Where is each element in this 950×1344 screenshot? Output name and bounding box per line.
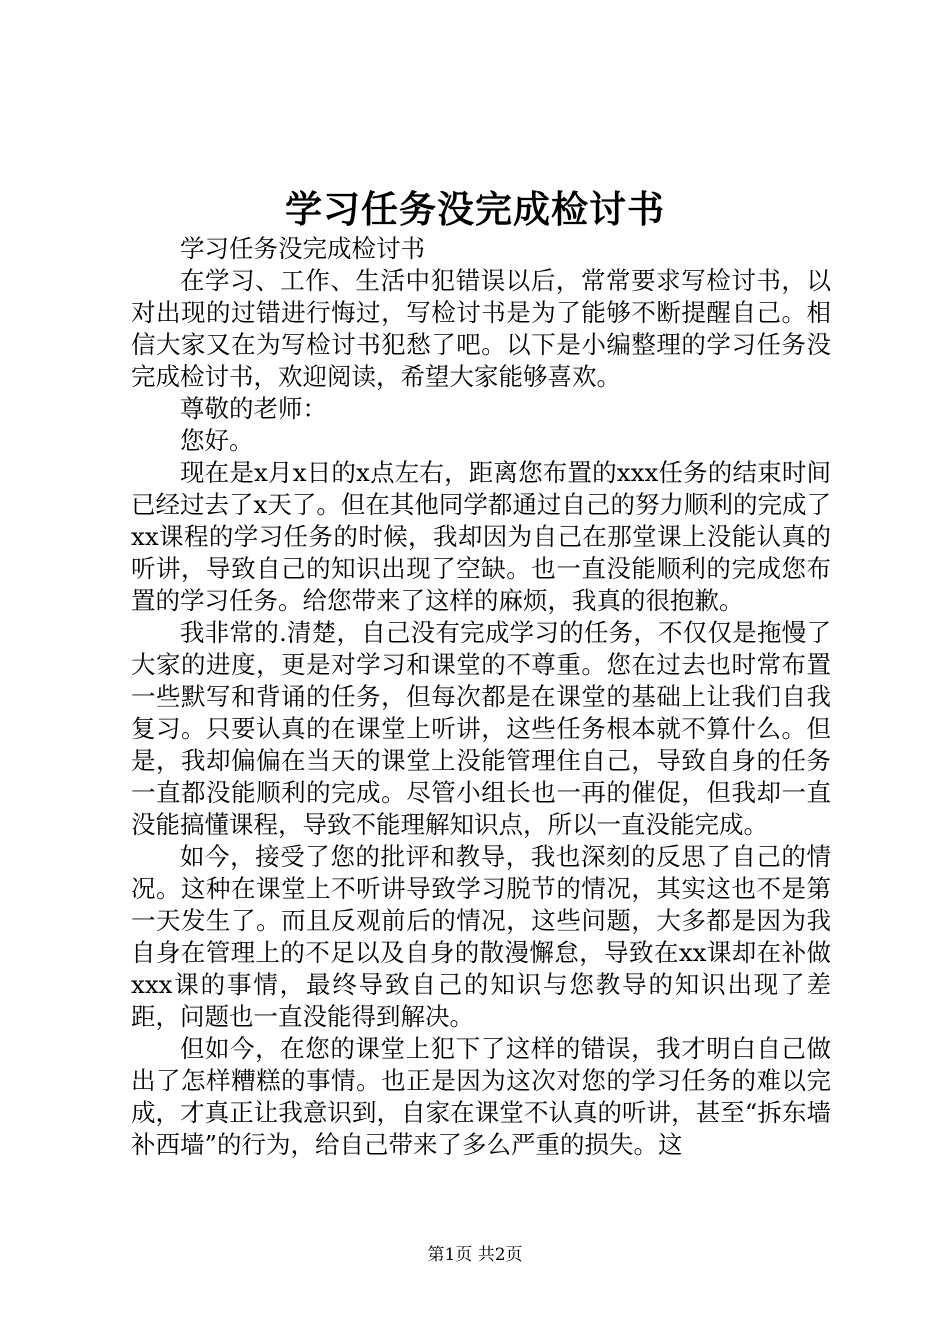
paragraph-body: 但如今，在您的课堂上犯下了这样的错误，我才明白自己做出了怎样糟糕的事情。也正是因为这次对您的学习任务的难以完成，才真正让我意识到，自家在课堂不认真的听讲，甚至“拆东墙补西墙”的行为，给自己带来了多么严重的损失。这 [131, 1034, 831, 1159]
document-body [131, 233, 831, 1161]
paragraph-body: 现在是x月x日的x点左右，距离您布置的xxx任务的结束时间已经过去了x天了。但在其他同学都通过自己的努力顺利的完成了xx课程的学习任务的时候，我却因为自己在那堂课上没能认真的听讲，导致自己的知识出现了空缺。也一直没能顺利的完成您布置的学习任务。给您带来了这样的麻烦，我真的很抱歉。 [131, 458, 831, 615]
paragraph-greeting: 您好。 [180, 426, 254, 455]
paragraph-body: 我非常的.清楚，自己没有完成学习的任务，不仅仅是拖慢了大家的进度，更是对学习和课堂的不尊重。您在过去也时常布置一些默写和背诵的任务，但每次都是在课堂的基础上让我们自我复习。只要认真的在课堂上听讲，这些任务根本就不算什么。但是，我却偏偏在当天的课堂上没能管理住自己，导致自身的任务一直都没能顺利的完成。尽管小组长也一再的催促，但我却一直没能搞懂课程，导致不能理解知识点，所以一直没能完成。 [131, 618, 831, 839]
page-number-footer: 第1页 共2页 [427, 1245, 523, 1265]
paragraph-body: 如今，接受了您的批评和教导，我也深刻的反思了自己的情况。这种在课堂上不听讲导致学习脱节的情况，其实这也不是第一天发生了。而且反观前后的情况，这些问题，大多都是因为我自身在管理上的不足以及自身的散漫懈怠，导致在xx课却在补做xxx课的事情，最终导致自己的知识与您教导的知识出现了差距，问题也一直没能得到解决。 [131, 842, 831, 1031]
document-title: 学习任务没完成检讨书 [285, 187, 665, 231]
paragraph-intro: 在学习、工作、生活中犯错误以后，常常要求写检讨书，以对出现的过错进行悔过，写检讨书是为了能够不断提醒自己。相信大家又在为写检讨书犯愁了吧。以下是小编整理的学习任务没完成检讨书，欢迎阅读，希望大家能够喜欢。 [131, 266, 831, 391]
paragraph-salutation: 尊敬的老师： [180, 394, 327, 423]
paragraph-heading: 学习任务没完成检讨书 [180, 234, 425, 263]
